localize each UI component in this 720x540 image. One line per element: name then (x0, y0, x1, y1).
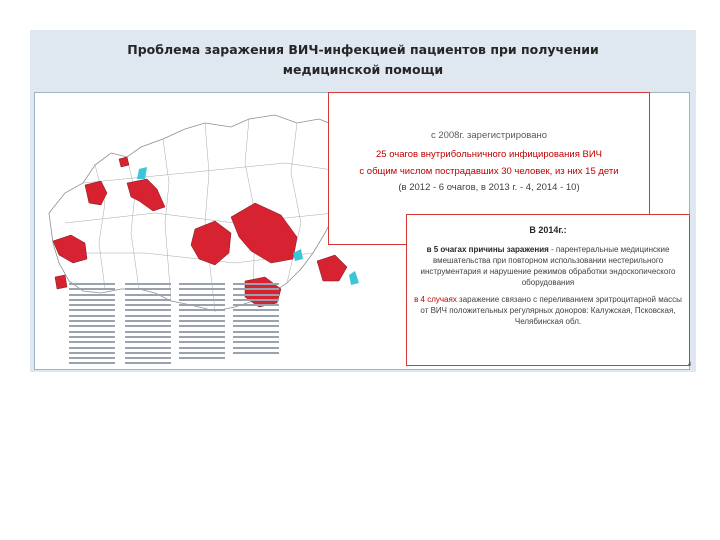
stats-line-4: (в 2012 - 6 очагов, в 2013 г. - 4, 2014 - 10) (398, 182, 580, 193)
p1-rest: парентеральные медицинские вмешательства при повторном использовании нестерильного инструментария и нарушение режимов обработки эндоскопического оборудования (420, 245, 676, 287)
stats-line-1: с 2008г. зарегистрировано (430, 130, 548, 141)
water-lake-baikal (349, 271, 359, 285)
slide-title (30, 40, 696, 80)
map-land (49, 115, 365, 311)
map-legend (35, 283, 325, 369)
p1-strong: в 5 очагах причины заражения (426, 245, 549, 254)
legend-column (233, 283, 279, 357)
p2-rest: заражение связано с переливанием эритроцитарной массы от ВИЧ положительных регулярных доноров: Калужская, Псковская, Челябинская обл. (420, 295, 682, 326)
p1-dash: - (548, 245, 556, 254)
legend-column (125, 283, 171, 368)
p2-strong: в 4 случаях (414, 295, 457, 304)
region-north (119, 157, 129, 167)
region-irkutsk (317, 255, 347, 281)
callout-2014-heading: В 2014г.: (529, 225, 567, 235)
legend-column (69, 283, 115, 368)
title-line-2: медицинской помощи (282, 62, 444, 77)
legend-column (179, 283, 225, 362)
title-line-1: Проблема заражения ВИЧ-инфекцией пациентов при получении (127, 42, 599, 57)
slide-number: 4 (688, 362, 692, 368)
callout-2014-paragraph-1 (413, 244, 683, 288)
stats-line-2: 25 очагов внутрибольничного инфицирования ВИЧ (376, 149, 602, 160)
stats-line-3: с общим числом пострадавших 30 человек, из них 15 дети (359, 166, 619, 177)
year-2014-callout (406, 214, 690, 366)
callout-2014-paragraph-2 (413, 294, 683, 327)
